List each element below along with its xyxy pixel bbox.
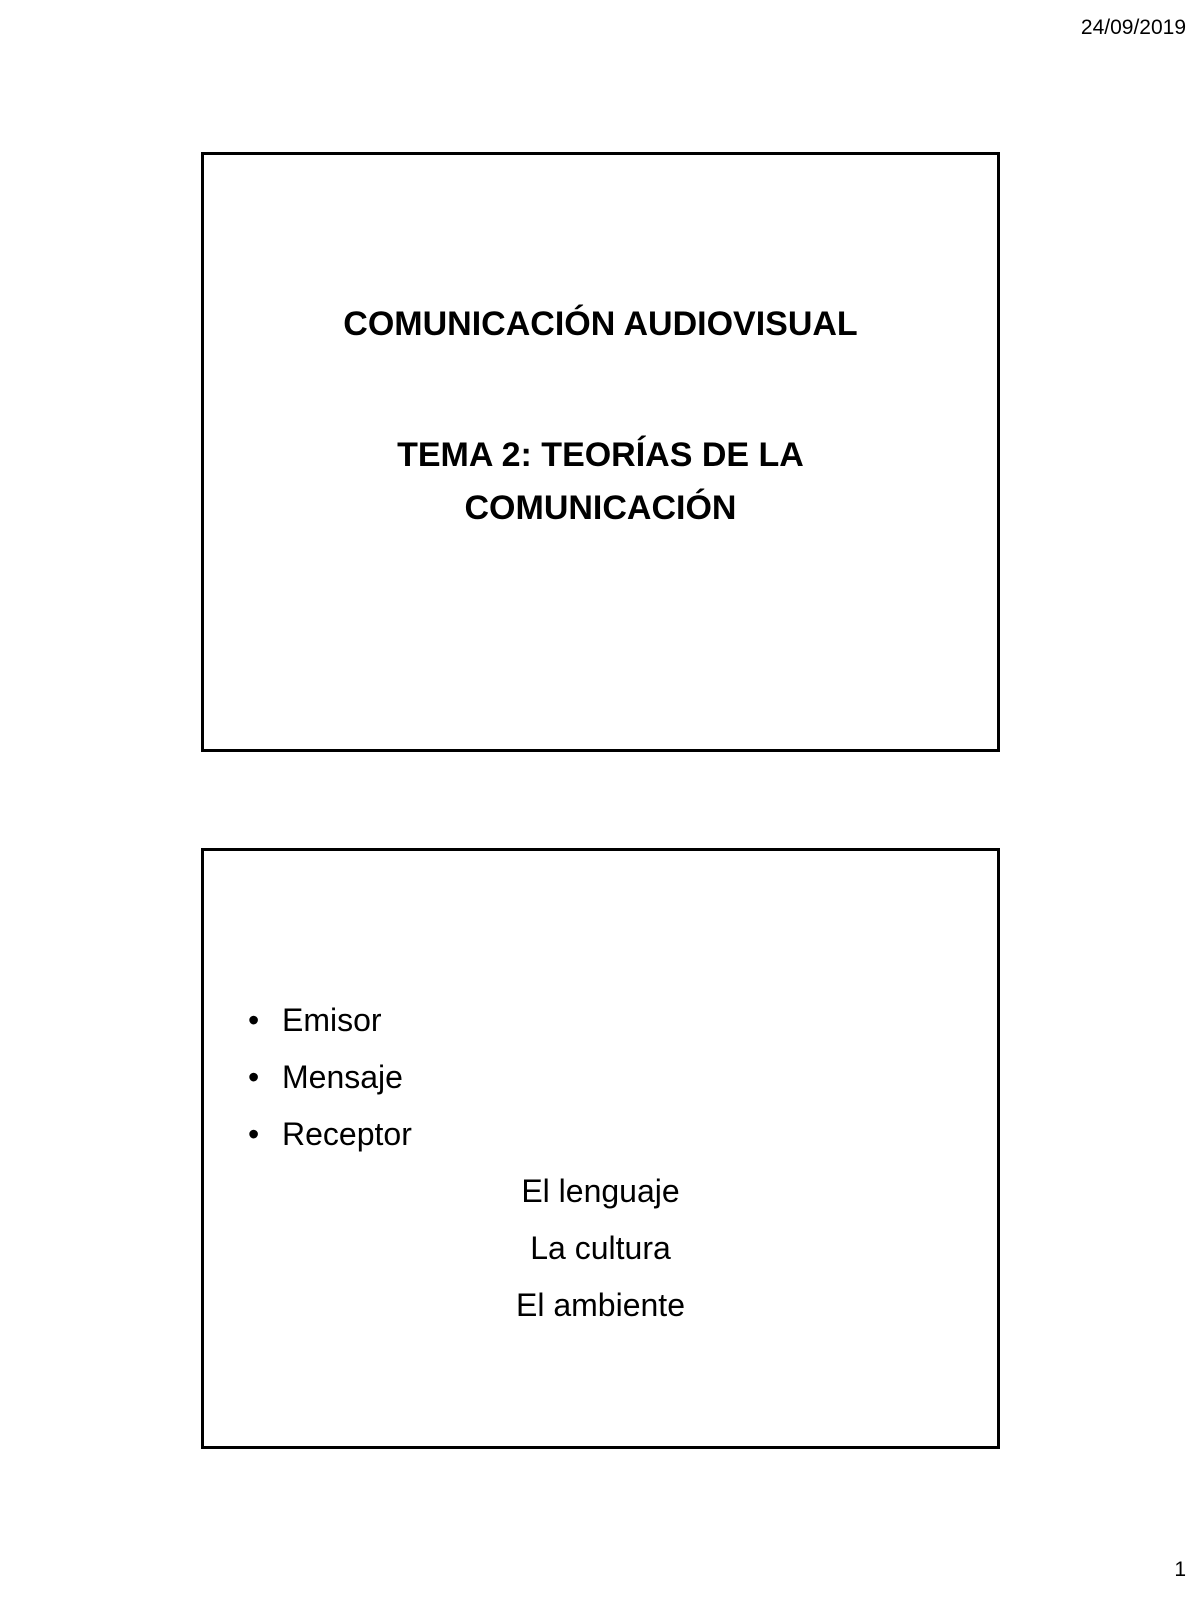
slide-title-card [201,152,1000,752]
bullet-item-mensaje [244,1049,412,1106]
bullet-list [244,992,412,1163]
bullet-icon: • [248,1116,260,1152]
centered-item-cultura: La cultura [530,1230,671,1266]
slide-content-card [201,848,1000,1449]
bullet-item-emisor [244,992,412,1049]
slide-subtitle: TEMA 2: TEORÍAS DE LA COMUNICACIÓN [397,436,804,527]
slide-title: COMUNICACIÓN AUDIOVISUAL [343,305,858,343]
centered-list [204,1163,997,1334]
bullet-label: Receptor [282,1116,412,1152]
bullet-label: Mensaje [282,1059,403,1095]
bullet-icon: • [248,1002,260,1038]
centered-item-ambiente: El ambiente [516,1287,685,1323]
page-date: 24/09/2019 [1080,16,1186,39]
page-number: 1 [1174,1558,1186,1581]
centered-item-lenguaje: El lenguaje [521,1173,680,1209]
bullet-icon: • [248,1059,260,1095]
bullet-label: Emisor [282,1002,382,1038]
bullet-item-receptor [244,1106,412,1163]
